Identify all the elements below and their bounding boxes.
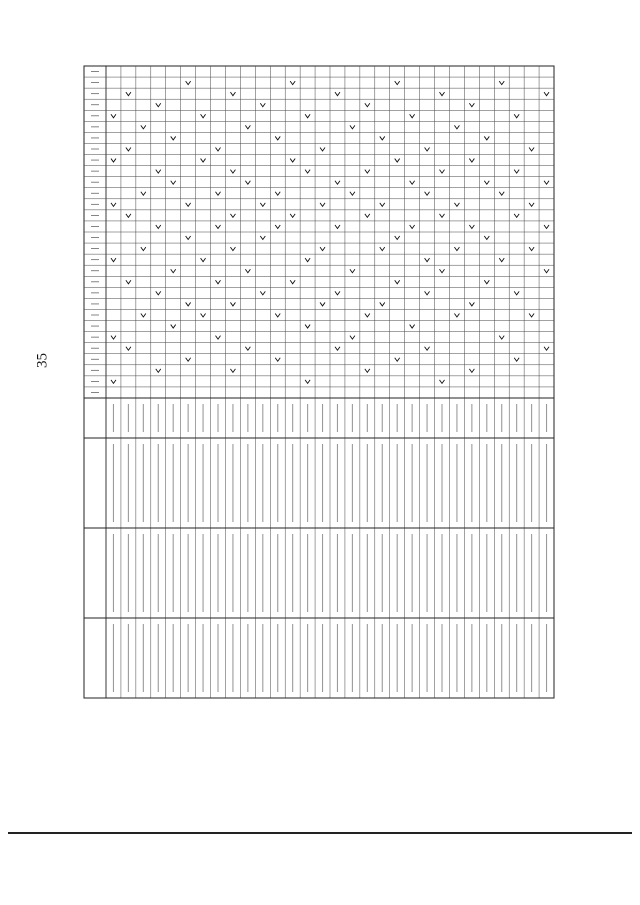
year-check-mark — [245, 347, 250, 351]
year-check-mark — [111, 258, 116, 262]
year-check-mark — [529, 203, 534, 207]
year-check-mark — [350, 336, 355, 340]
year-check-mark — [320, 148, 325, 152]
year-check-mark — [529, 148, 534, 152]
year-check-mark — [230, 92, 235, 96]
year-check-mark — [514, 114, 519, 118]
year-check-mark — [469, 369, 474, 373]
year-check-mark — [186, 203, 191, 207]
year-check-mark — [141, 314, 146, 318]
year-check-mark — [275, 136, 280, 140]
year-check-mark — [395, 159, 400, 163]
year-check-mark — [126, 280, 131, 284]
year-check-mark — [275, 358, 280, 362]
year-check-mark — [484, 136, 489, 140]
year-check-mark — [186, 302, 191, 306]
year-check-mark — [440, 269, 445, 273]
year-check-mark — [410, 114, 415, 118]
year-check-mark — [216, 148, 221, 152]
year-check-mark — [230, 170, 235, 174]
page-number: 35 — [34, 353, 51, 368]
year-check-mark — [469, 225, 474, 229]
year-check-mark — [260, 103, 265, 107]
year-check-mark — [410, 181, 415, 185]
year-check-mark — [156, 225, 161, 229]
year-check-mark — [544, 181, 549, 185]
year-check-mark — [469, 302, 474, 306]
year-check-mark — [290, 159, 295, 163]
table-border — [84, 66, 554, 698]
year-check-mark — [484, 181, 489, 185]
year-check-mark — [335, 291, 340, 295]
year-check-mark — [514, 170, 519, 174]
year-check-mark — [186, 358, 191, 362]
year-check-mark — [380, 203, 385, 207]
year-check-mark — [171, 325, 176, 329]
year-check-mark — [350, 269, 355, 273]
year-check-mark — [216, 336, 221, 340]
year-check-mark — [186, 81, 191, 85]
year-check-mark — [305, 258, 310, 262]
year-check-mark — [216, 192, 221, 196]
year-check-mark — [111, 336, 116, 340]
year-check-mark — [469, 103, 474, 107]
year-check-mark — [544, 92, 549, 96]
year-check-mark — [126, 92, 131, 96]
year-check-mark — [454, 125, 459, 129]
year-check-mark — [186, 236, 191, 240]
year-check-mark — [275, 225, 280, 229]
year-check-mark — [111, 203, 116, 207]
year-check-mark — [350, 192, 355, 196]
year-check-mark — [320, 302, 325, 306]
year-check-mark — [156, 291, 161, 295]
year-check-mark — [529, 314, 534, 318]
year-check-mark — [425, 347, 430, 351]
year-check-mark — [365, 314, 370, 318]
year-check-mark — [514, 214, 519, 218]
year-check-mark — [440, 170, 445, 174]
year-check-mark — [454, 314, 459, 318]
year-check-mark — [260, 203, 265, 207]
bottom-divider — [8, 832, 632, 834]
year-check-mark — [484, 280, 489, 284]
year-check-mark — [544, 269, 549, 273]
year-check-mark — [275, 314, 280, 318]
year-check-mark — [425, 148, 430, 152]
year-check-mark — [230, 369, 235, 373]
year-check-mark — [454, 247, 459, 251]
year-check-mark — [111, 159, 116, 163]
year-check-mark — [141, 125, 146, 129]
year-check-mark — [245, 181, 250, 185]
year-check-mark — [156, 170, 161, 174]
year-check-mark — [395, 358, 400, 362]
year-check-mark — [544, 225, 549, 229]
year-check-mark — [410, 325, 415, 329]
year-check-mark — [171, 136, 176, 140]
year-check-mark — [395, 81, 400, 85]
year-check-mark — [484, 236, 489, 240]
year-check-mark — [141, 192, 146, 196]
year-check-mark — [454, 203, 459, 207]
year-check-mark — [395, 280, 400, 284]
year-check-mark — [440, 214, 445, 218]
year-check-mark — [290, 81, 295, 85]
year-check-mark — [126, 148, 131, 152]
year-check-mark — [335, 181, 340, 185]
year-check-mark — [245, 269, 250, 273]
year-check-mark — [216, 225, 221, 229]
year-check-mark — [260, 236, 265, 240]
year-check-mark — [365, 214, 370, 218]
year-check-mark — [380, 302, 385, 306]
year-check-mark — [230, 247, 235, 251]
year-check-mark — [440, 380, 445, 384]
year-check-mark — [290, 280, 295, 284]
year-check-mark — [380, 136, 385, 140]
year-check-mark — [201, 258, 206, 262]
year-check-mark — [469, 159, 474, 163]
year-check-mark — [230, 302, 235, 306]
year-check-mark — [499, 192, 504, 196]
year-check-mark — [201, 159, 206, 163]
year-check-mark — [305, 380, 310, 384]
year-check-mark — [216, 280, 221, 284]
year-check-mark — [425, 258, 430, 262]
year-check-mark — [350, 125, 355, 129]
year-check-mark — [126, 347, 131, 351]
year-check-mark — [305, 114, 310, 118]
year-check-mark — [290, 214, 295, 218]
year-check-mark — [335, 347, 340, 351]
year-check-mark — [230, 214, 235, 218]
year-check-mark — [514, 291, 519, 295]
year-check-mark — [425, 291, 430, 295]
year-check-mark — [499, 258, 504, 262]
year-check-mark — [111, 380, 116, 384]
year-check-mark — [156, 369, 161, 373]
year-check-mark — [425, 192, 430, 196]
year-check-mark — [111, 114, 116, 118]
year-check-mark — [499, 336, 504, 340]
year-check-mark — [380, 247, 385, 251]
year-check-mark — [514, 358, 519, 362]
year-check-mark — [141, 247, 146, 251]
year-check-mark — [260, 291, 265, 295]
year-check-mark — [171, 181, 176, 185]
year-check-mark — [544, 347, 549, 351]
year-check-mark — [365, 369, 370, 373]
year-check-mark — [126, 214, 131, 218]
year-check-mark — [335, 92, 340, 96]
year-check-mark — [320, 203, 325, 207]
year-check-mark — [365, 170, 370, 174]
year-check-mark — [275, 192, 280, 196]
year-check-mark — [245, 125, 250, 129]
year-check-mark — [410, 225, 415, 229]
year-check-mark — [201, 314, 206, 318]
year-check-mark — [305, 325, 310, 329]
year-check-mark — [440, 92, 445, 96]
year-check-mark — [529, 247, 534, 251]
year-check-mark — [305, 170, 310, 174]
year-check-mark — [171, 269, 176, 273]
year-check-mark — [365, 103, 370, 107]
year-check-mark — [335, 225, 340, 229]
year-check-mark — [395, 236, 400, 240]
year-check-mark — [499, 81, 504, 85]
year-check-mark — [156, 103, 161, 107]
year-check-mark — [320, 247, 325, 251]
year-check-mark — [201, 114, 206, 118]
